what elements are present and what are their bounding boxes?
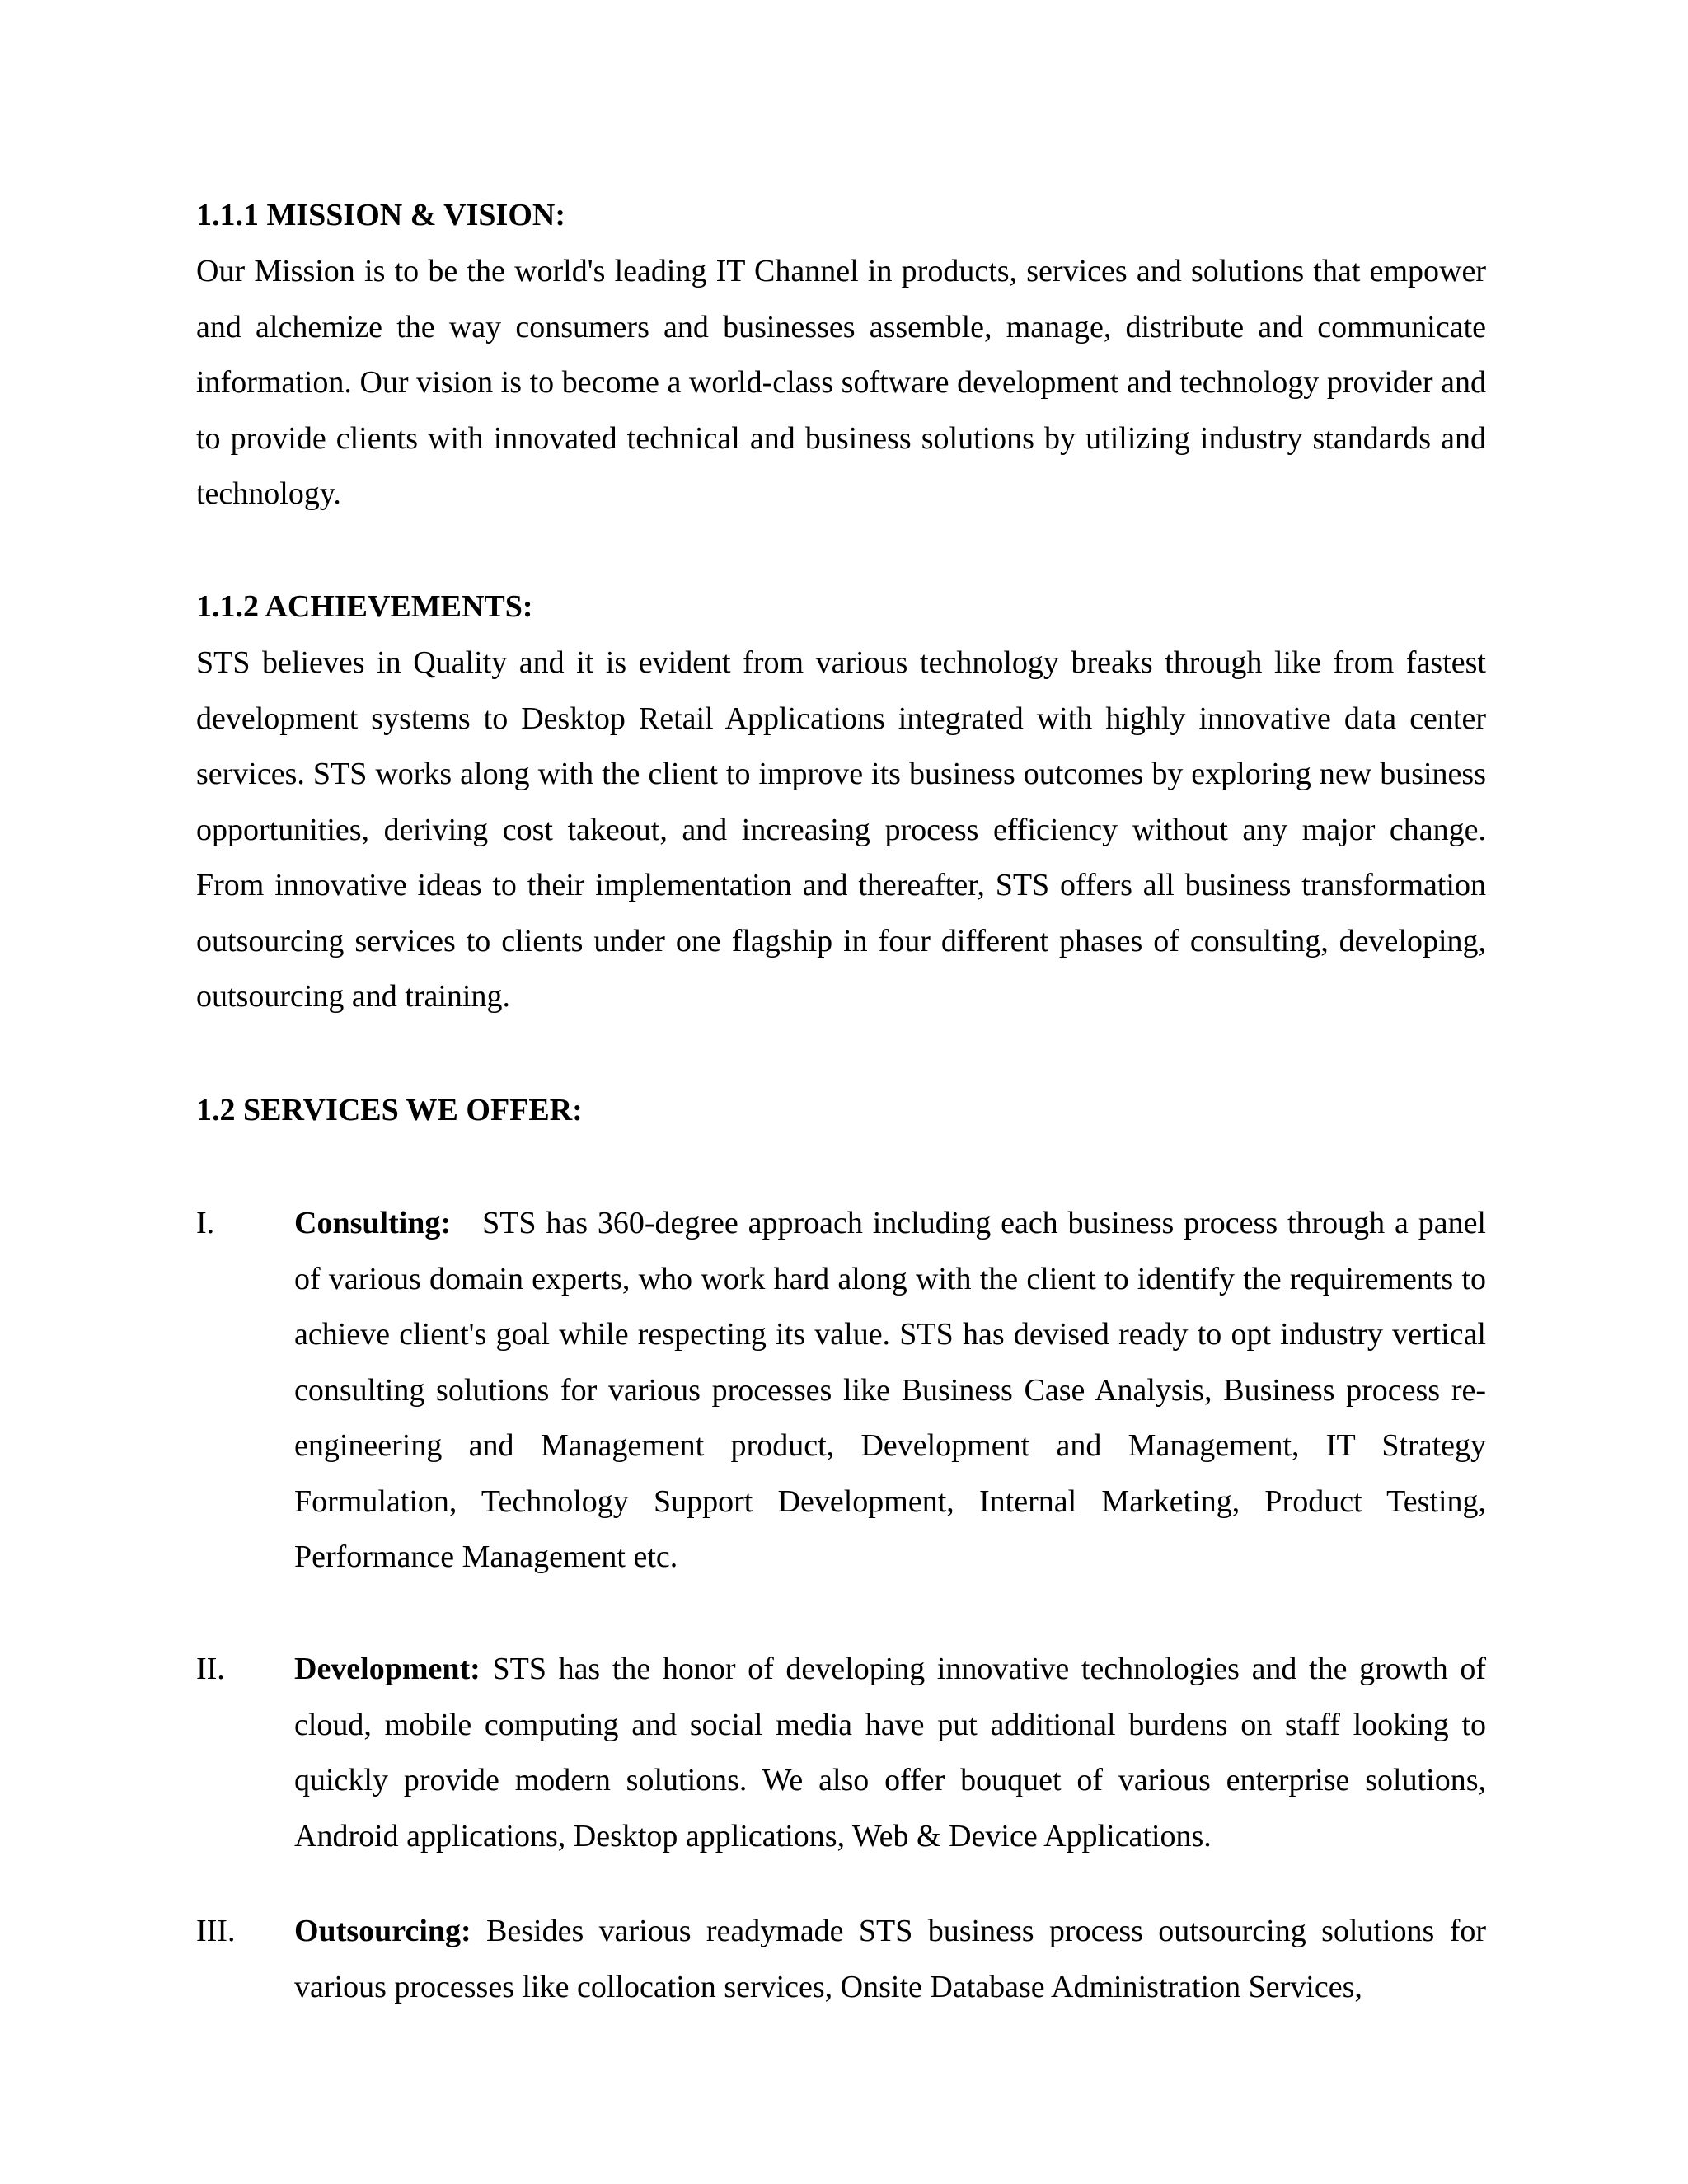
service-term: Outsourcing: bbox=[294, 1914, 471, 1948]
service-description: STS has 360-degree approach including each business process through a panel of various domain experts, who work hard along with the client to identify the requirements to achieve client's goal while respecting its value. STS has devised ready to opt industry vertical consulting solutions for various processes like Business Case Analysis, Business process re-engineering and Management product, Development and Management, IT Strategy Formulation, Technology Support Development, Internal Marketing, Product Testing, Performance Management etc. bbox=[294, 1206, 1486, 1574]
mission-heading: 1.1.1 MISSION & VISION: bbox=[196, 198, 565, 232]
service-item-development bbox=[196, 1642, 1486, 1864]
service-item-outsourcing bbox=[196, 1904, 1486, 2015]
list-numeral: I. bbox=[196, 1206, 215, 1240]
achievements-text: STS believes in Quality and it is evident from various technology breaks through like from fastest development systems to Desktop Retail Applications integrated with highly innovative data center services. STS works along with the client to improve its business outcomes by exploring new business opportunities, deriving cost takeout, and increasing process efficiency without any major change. From innovative ideas to their implementation and thereafter, STS offers all business transformation outsourcing services to clients under one flagship in four different phases of consulting, developing, outsourcing and training. bbox=[196, 645, 1486, 1014]
services-heading: 1.2 SERVICES WE OFFER: bbox=[196, 1093, 583, 1127]
service-term: Development: bbox=[294, 1652, 481, 1686]
achievements-paragraph bbox=[196, 635, 1486, 1025]
service-term: Consulting: bbox=[294, 1206, 452, 1240]
mission-paragraph bbox=[196, 244, 1486, 523]
list-numeral: III. bbox=[196, 1914, 236, 1948]
service-description: STS has the honor of developing innovative technologies and the growth of cloud, mobile computing and social media have put additional burdens on staff looking to quickly provide modern solutions. We also offer bouquet of various enterprise solutions, Android applications, Desktop applications, Web & Device Applications. bbox=[294, 1652, 1487, 1854]
service-item-body bbox=[294, 1904, 1486, 2015]
service-description: Besides various readymade STS business process outsourcing solutions for various processes like collocation services, Onsite Database Administration Services, bbox=[294, 1914, 1486, 2004]
service-item-consulting bbox=[196, 1196, 1486, 1586]
achievements-heading: 1.1.2 ACHIEVEMENTS: bbox=[196, 589, 533, 624]
list-numeral: II. bbox=[196, 1652, 225, 1686]
service-item-body bbox=[294, 1642, 1486, 1864]
mission-text: Our Mission is to be the world's leading IT Channel in products, services and solutions that empower and alchemize the way consumers and businesses assemble, manage, distribute and communicate information. Our vision is to become a world-class software development and technology provider and to provide clients with innovated technical and business solutions by utilizing industry standards and technology. bbox=[196, 254, 1486, 511]
service-item-body bbox=[294, 1196, 1486, 1586]
